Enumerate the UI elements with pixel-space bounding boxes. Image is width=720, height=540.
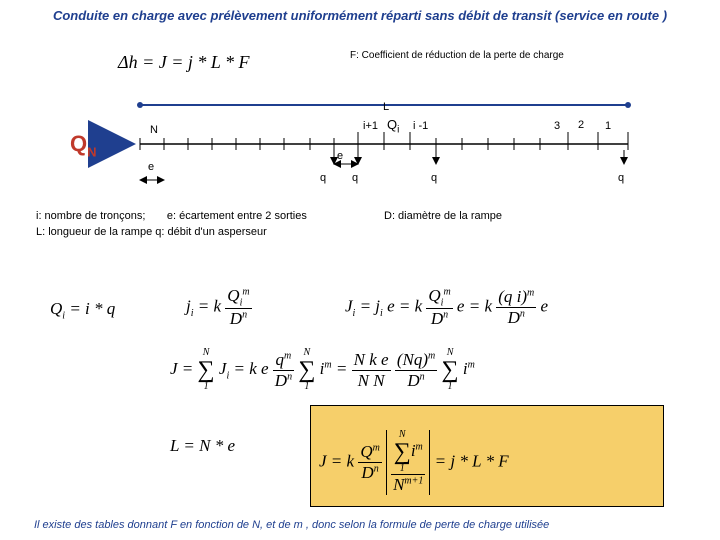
eq-Ji-sub: i xyxy=(352,308,356,319)
sum2-sigma: ∑ xyxy=(298,357,316,383)
boxed-equation xyxy=(319,430,509,495)
eq-L: L = N * e xyxy=(170,436,236,455)
eq-qi-sub: i xyxy=(62,310,66,322)
box-N: N xyxy=(393,475,405,494)
eq-Ji-sub2: i xyxy=(380,308,383,319)
eq-J-sum-D: D xyxy=(274,370,288,390)
box-Q-m: m xyxy=(372,442,380,454)
eq-J-sum-Nq: (Nq) xyxy=(396,349,428,369)
eq-Ji xyxy=(345,286,548,329)
eq-J-sum-frac2 xyxy=(352,350,391,391)
eq-ji-num xyxy=(225,286,251,309)
box-Q: Q xyxy=(360,442,373,461)
eq-ji-j: j xyxy=(186,296,191,316)
legend-line-2: L: longueur de la rampe q: débit d'un asperseur xyxy=(36,226,267,238)
box-frac1-den xyxy=(358,463,382,483)
box-D-n: n xyxy=(373,463,379,475)
box-i-m: m xyxy=(415,441,423,453)
sum-symbol-1 xyxy=(198,348,215,392)
eq-J-sum-frac1-den xyxy=(273,371,294,391)
length-left-end xyxy=(137,102,143,108)
label-q-4: q xyxy=(618,172,625,184)
eq-Ji-qi: (q i) xyxy=(498,287,528,307)
sum2-bottom: 1 xyxy=(304,381,310,392)
head-loss-formula: Δh = J = j * L * F xyxy=(118,52,250,72)
eq-J-sum-i2-m: m xyxy=(467,359,475,371)
eq-J-sum-q-m: m xyxy=(284,349,292,361)
eq-qi-Q: Q xyxy=(50,299,63,318)
eq-Ji-fraction xyxy=(426,286,452,329)
box-frac2-den xyxy=(391,475,425,495)
eq-J-sum-frac3-num xyxy=(395,350,437,371)
eq-ji-fraction xyxy=(225,286,251,329)
eq-ji-num-m: m xyxy=(242,286,250,298)
box-N-exp: m+1 xyxy=(404,475,424,487)
eq-Ji-den-n: n xyxy=(443,309,449,321)
sum2-top: N xyxy=(303,347,311,358)
sum3-sigma: ∑ xyxy=(441,357,459,383)
eq-J-sum-frac1-num xyxy=(273,350,294,371)
box-frac2-num xyxy=(391,430,425,475)
eq-J-sum-Nq-m: m xyxy=(427,349,436,361)
label-e-mid: e xyxy=(337,150,344,162)
label-Qi xyxy=(387,117,399,136)
eq-J-sum-frac2-num: N k e xyxy=(353,349,389,369)
eq-J-sum-i: i xyxy=(319,358,325,378)
label-N: N xyxy=(150,124,158,136)
eq-Ji-den-D: D xyxy=(430,309,444,329)
length-right-end xyxy=(625,102,631,108)
sum-symbol-2 xyxy=(298,348,315,392)
box-i: i xyxy=(410,440,416,460)
label-q-3: q xyxy=(431,172,438,184)
eq-Ji-rhs: = j xyxy=(355,296,381,316)
eq-J-sum-eq2: = xyxy=(335,358,352,378)
eq-Ji-den2 xyxy=(496,308,536,328)
eq-J-sum-frac3 xyxy=(395,350,437,391)
boxed-result xyxy=(310,405,664,507)
f-definition: F: Coefficient de réduction de la perte de charge xyxy=(350,50,564,61)
sum-symbol-3 xyxy=(441,348,458,392)
sum1-bottom: 1 xyxy=(203,381,209,392)
label-L: L xyxy=(383,101,390,113)
box-D: D xyxy=(361,463,374,482)
eq-ji-den xyxy=(225,309,251,329)
eq-J-sum-ke: = k e xyxy=(229,358,269,378)
label-2: 2 xyxy=(578,119,585,131)
eq-J-sum-i2: i xyxy=(462,358,468,378)
legend-line-3: D: diamètre de la rampe xyxy=(384,210,502,222)
eq-Ji-den2-D: D xyxy=(507,308,520,328)
label-Qi-sub: i xyxy=(397,124,400,136)
pipe-diagram xyxy=(0,92,720,192)
eq-Ji-num-m: m xyxy=(443,286,451,298)
box-rhs: = j * L * F xyxy=(434,451,509,471)
eq-J-sum-i-m: m xyxy=(324,359,332,371)
eq-J-sum xyxy=(170,348,475,392)
eq-Ji-den2-n: n xyxy=(519,308,525,320)
label-e-left: e xyxy=(148,161,155,173)
eq-J-sum-frac2-den: N N xyxy=(357,370,385,390)
eq-Ji-tail: e xyxy=(540,296,549,316)
eq-ji xyxy=(186,286,252,329)
eq-J-sum-D2: D xyxy=(407,370,420,390)
label-q-2: q xyxy=(352,172,359,184)
sum4-sigma: ∑ xyxy=(393,439,411,465)
eq-Ji-den xyxy=(426,309,452,329)
eq-J-sum-q: q xyxy=(275,349,285,369)
sum3-top: N xyxy=(446,347,454,358)
eq-ji-den-n: n xyxy=(242,309,248,321)
sum1-sigma: ∑ xyxy=(197,357,215,383)
sum3-bottom: 1 xyxy=(447,381,453,392)
label-i-minus-1: i -1 xyxy=(413,120,429,132)
box-frac1 xyxy=(358,442,382,483)
eq-J-sum-D-n: n xyxy=(287,370,293,382)
eq-ji-den-D: D xyxy=(229,309,243,329)
eq-ji-num-sub: i xyxy=(239,297,243,309)
qn-label xyxy=(70,131,97,159)
eq-Ji-ek: e = k xyxy=(382,296,423,316)
footer-note: Il existe des tables donnant F en fonction de N, et de m , donc selon la formule de perte de charge utilisée xyxy=(34,519,550,531)
eq-Ji-num2-m: m xyxy=(527,287,535,299)
qn-q: Q xyxy=(70,131,88,156)
eq-Ji-num xyxy=(426,286,452,309)
eq-J-sum-Ji: J xyxy=(218,358,227,378)
eq-ji-num-Q: Q xyxy=(227,286,240,305)
eq-J-sum-D2-n: n xyxy=(419,370,425,382)
label-q-1: q xyxy=(320,172,327,184)
label-3: 3 xyxy=(554,120,561,132)
box-bracket xyxy=(386,430,430,495)
eq-Ji-num2 xyxy=(496,287,536,308)
eq-J-sum-frac3-den xyxy=(395,371,437,391)
eq-qi xyxy=(50,299,115,321)
label-i-plus-1: i+1 xyxy=(363,120,378,132)
eq-qi-rhs: = i * q xyxy=(65,299,116,318)
eq-ji-mid: = k xyxy=(193,296,222,316)
eq-J-sum-frac1 xyxy=(273,350,294,391)
sum4-bottom: 1 xyxy=(399,463,405,474)
eq-J-sum-J: J = xyxy=(170,358,198,378)
sum-symbol-4 xyxy=(394,430,411,474)
eq-Ji-num-sub: i xyxy=(440,297,444,309)
qn-sub: N xyxy=(87,144,97,160)
sum4-top: N xyxy=(398,429,406,440)
sum1-top: N xyxy=(202,347,210,358)
eq-Ji-J: J xyxy=(345,296,353,316)
eq-J-sum-Ji-sub: i xyxy=(226,370,230,382)
eq-Ji-fraction2 xyxy=(496,287,536,328)
label-1: 1 xyxy=(605,120,612,132)
legend-line-1: i: nombre de tronçons; e: écartement entre 2 sorties xyxy=(36,210,307,222)
eq-Ji-ek2: e = k xyxy=(456,296,492,316)
page-title: Conduite en charge avec prélèvement uniformément réparti sans débit de transit (service en route ) xyxy=(52,8,668,23)
box-frac1-num xyxy=(358,442,382,463)
eq-Ji-num-Q: Q xyxy=(428,286,441,305)
label-Qi-Q: Q xyxy=(387,117,398,132)
eq-ji-sub: i xyxy=(190,308,194,319)
box-J: J = k xyxy=(319,451,355,471)
